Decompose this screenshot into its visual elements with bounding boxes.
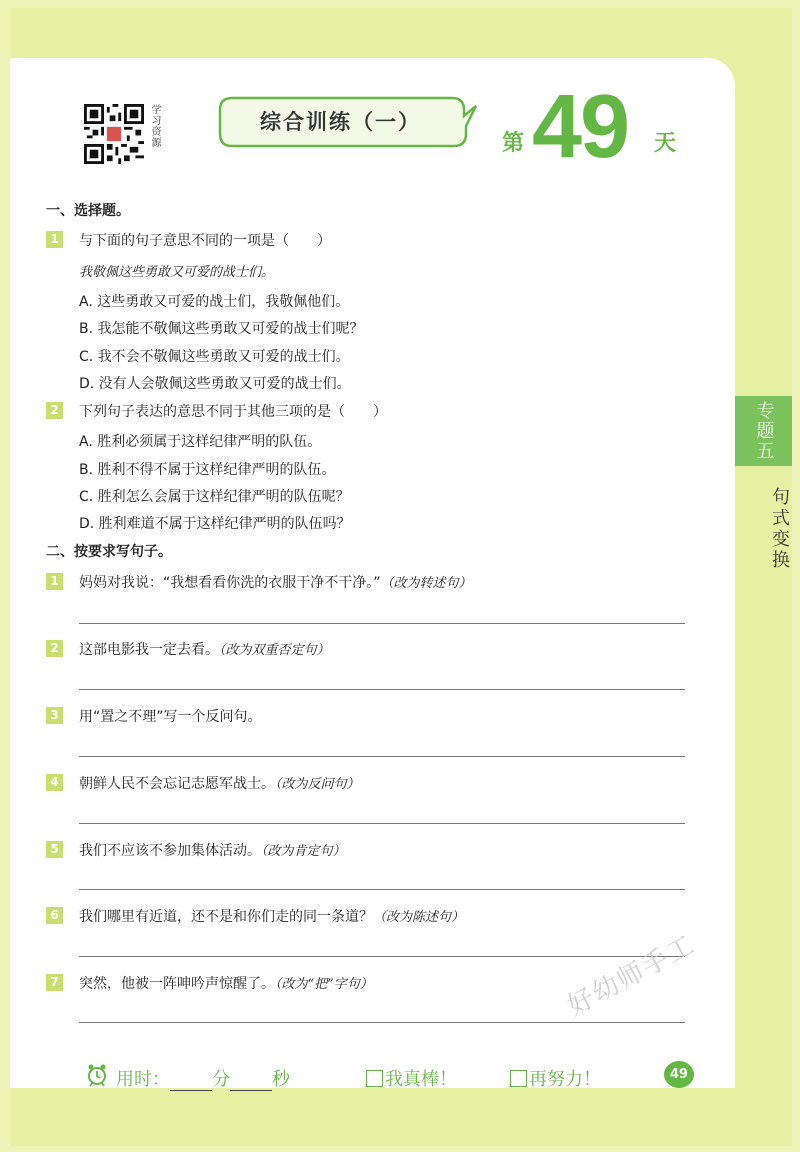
item-number: 1 <box>46 573 63 590</box>
item-text: 我们哪里有近道，还不是和你们走的同一条道？（改为陈述句） <box>79 909 465 925</box>
topic-label: 专题五 <box>735 396 792 466</box>
self-rating-great[interactable]: 我真棒！ <box>366 1065 457 1091</box>
item-text: 妈妈对我说：“我想看看你洗的衣服干净不干净。”（改为转述句） <box>79 575 472 591</box>
day-suffix: 天 <box>654 130 677 156</box>
answer-line[interactable] <box>79 1022 685 1023</box>
option-d[interactable]: D. 胜利难道不属于这样纪律严明的队伍吗？ <box>79 516 351 532</box>
option-b[interactable]: B. 胜利不得不属于这样纪律严明的队伍。 <box>79 462 336 478</box>
item-text: 这部电影我一定去看。（改为双重否定句） <box>79 642 330 658</box>
page-number: 49 <box>664 1061 694 1088</box>
item-number: 3 <box>46 707 63 724</box>
day-number: 49 <box>532 77 629 177</box>
great-checkbox[interactable] <box>366 1070 383 1087</box>
answer-line[interactable] <box>79 889 685 890</box>
section-heading-choice: 一、选择题。 <box>46 203 130 219</box>
minutes-blank[interactable] <box>170 1072 212 1091</box>
item-text: 朝鲜人民不会忘记志愿军战士。（改为反问句） <box>79 776 360 792</box>
question-number: 2 <box>46 402 63 419</box>
option-a[interactable]: A. 胜利必须属于这样纪律严明的队伍。 <box>79 434 322 450</box>
section-heading-rewrite: 二、按要求写句子。 <box>46 544 172 560</box>
item-text: 用“置之不理”写一个反问句。 <box>79 709 262 725</box>
answer-line[interactable] <box>79 956 685 957</box>
option-c[interactable]: C. 胜利怎么会属于这样纪律严明的队伍呢？ <box>79 489 350 505</box>
alarm-clock-icon <box>86 1063 108 1087</box>
self-rating-try[interactable]: 再努力！ <box>510 1065 601 1091</box>
item-number: 5 <box>46 841 63 858</box>
time-record: 用时： 分 秒 <box>116 1069 290 1090</box>
answer-line[interactable] <box>79 756 685 757</box>
option-c[interactable]: C. 我不会不敬佩这些勇敢又可爱的战士们。 <box>79 349 350 365</box>
option-a[interactable]: A. 这些勇敢又可爱的战士们，我敬佩他们。 <box>79 294 350 310</box>
question-sentence: 我敬佩这些勇敢又可爱的战士们。 <box>79 265 275 280</box>
day-prefix: 第 <box>502 130 525 156</box>
watermark: 好幼师手工 <box>562 929 701 1022</box>
qr-label: 学习资源 <box>149 104 160 148</box>
item-number: 2 <box>46 640 63 657</box>
seconds-blank[interactable] <box>230 1072 272 1091</box>
item-number: 7 <box>46 974 63 991</box>
worksheet-title: 综合训练（一） <box>260 109 421 134</box>
topic-name: 句式变换 <box>769 487 790 571</box>
answer-line[interactable] <box>79 623 685 624</box>
answer-line[interactable] <box>79 823 685 824</box>
answer-line[interactable] <box>79 689 685 690</box>
item-text: 突然，他被一阵呻吟声惊醒了。（改为“把”字句） <box>79 976 373 992</box>
question-prompt: 下列句子表达的意思不同于其他三项的是（ ） <box>79 404 387 420</box>
option-d[interactable]: D. 没有人会敬佩这些勇敢又可爱的战士们。 <box>79 376 351 392</box>
option-b[interactable]: B. 我怎能不敬佩这些勇敢又可爱的战士们呢？ <box>79 321 364 337</box>
question-prompt: 与下面的句子意思不同的一项是（ ） <box>79 233 331 249</box>
qr-code-icon <box>84 104 144 164</box>
item-text: 我们不应该不参加集体活动。（改为肯定句） <box>79 843 346 859</box>
item-number: 6 <box>46 907 63 924</box>
question-number: 1 <box>46 231 63 248</box>
side-tab <box>735 396 792 584</box>
item-number: 4 <box>46 774 63 791</box>
try-checkbox[interactable] <box>510 1070 527 1087</box>
